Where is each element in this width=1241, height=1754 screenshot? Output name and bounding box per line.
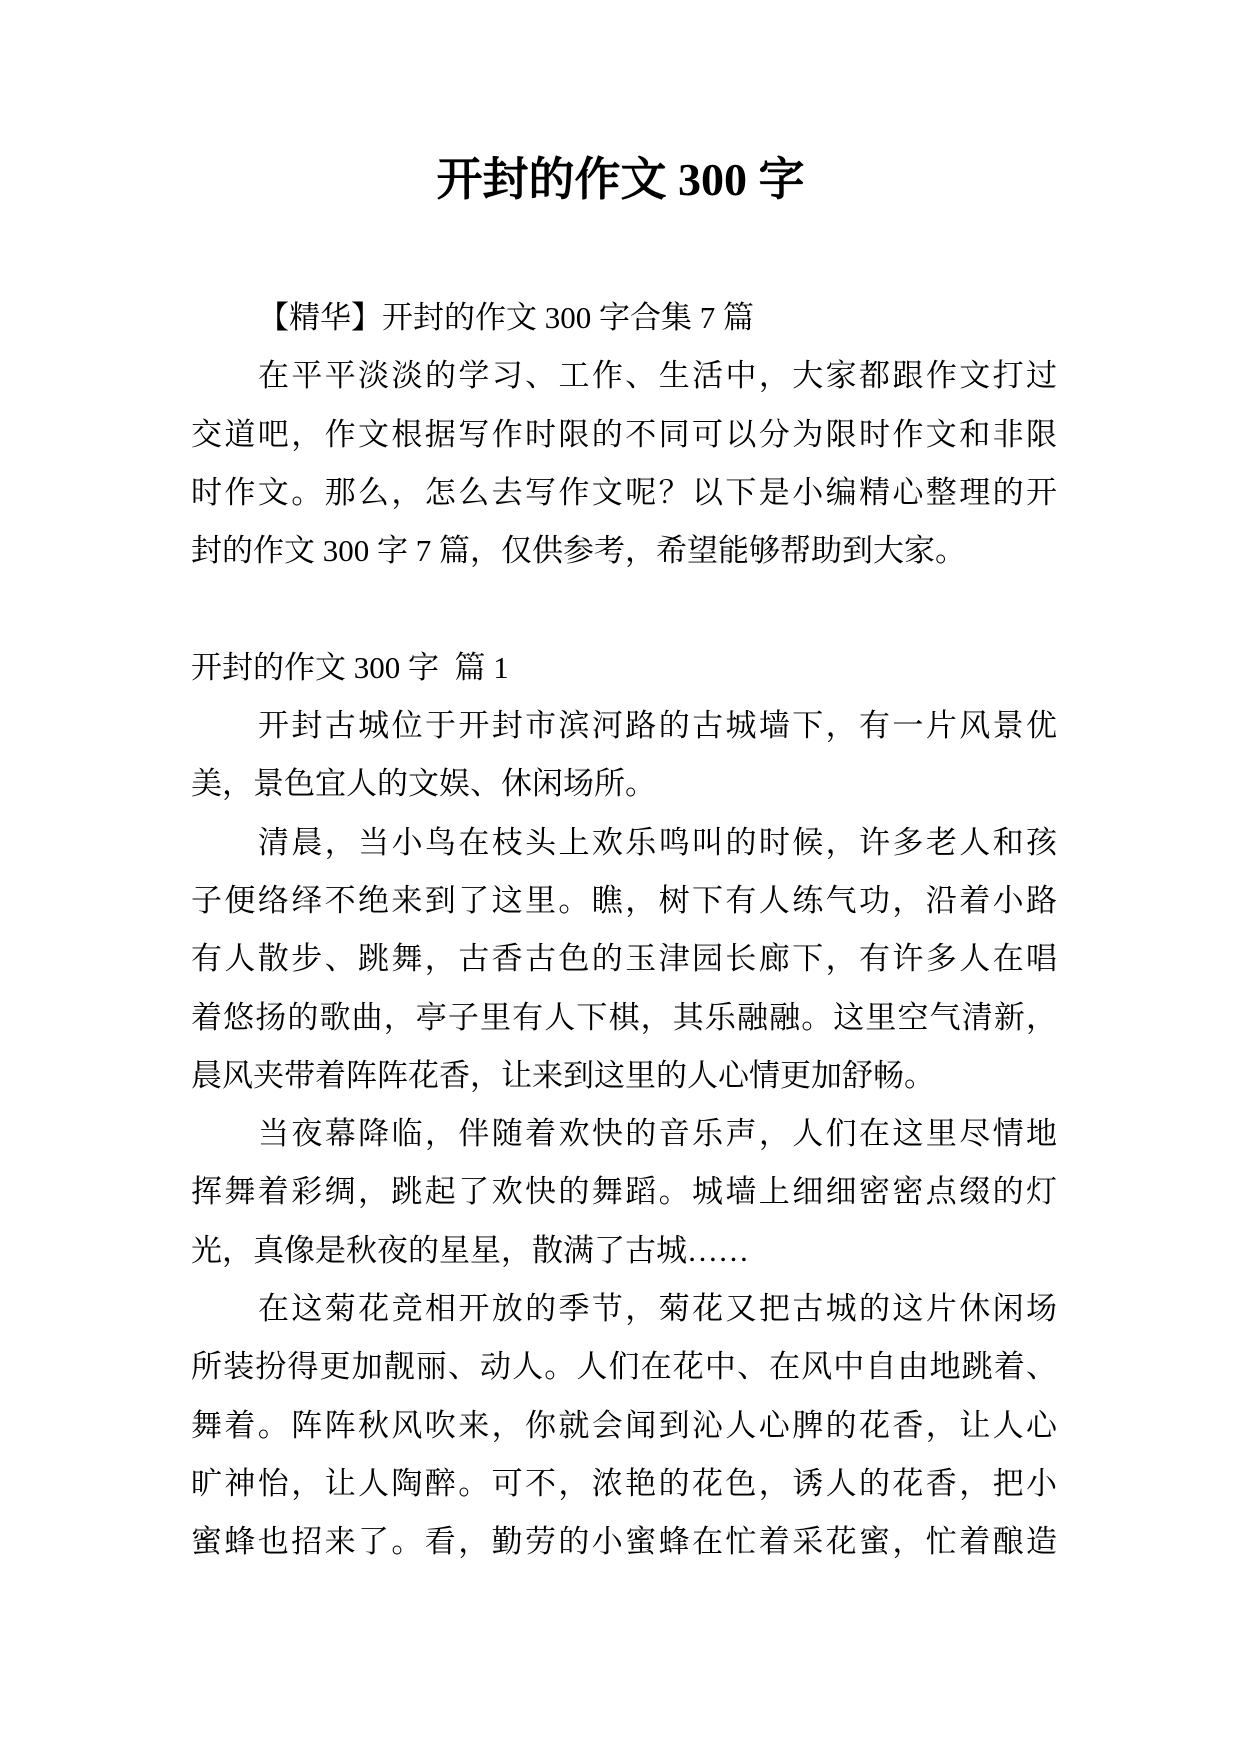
intro-subtitle: 【精华】开封的作文 300 字合集 7 篇 (258, 300, 754, 335)
text-line: 交道吧，作文根据写作时限的不同可以分为限时作文和非限 (191, 416, 1057, 452)
text-line: 时作文。那么，怎么去写作文呢？以下是小编精心整理的开 (191, 474, 1057, 510)
body-paragraph (191, 1105, 1057, 1280)
text-line: 在平平淡淡的学习、工作、生活中，大家都跟作文打过 (258, 358, 1057, 394)
document-body (191, 289, 1057, 1572)
intro-paragraph (191, 347, 1057, 580)
text-line: 光，真像是秋夜的星星，散满了古城…… (191, 1232, 749, 1268)
text-line: 着悠扬的歌曲，亭子里有人下棋，其乐融融。这里空气清新， (191, 999, 1057, 1035)
page-title: 开封的作文 300 字 (436, 154, 805, 205)
text-line: 舞着。阵阵秋风吹来，你就会闻到沁人心脾的花香，让人心 (191, 1407, 1057, 1443)
text-line: 在这菊花竞相开放的季节，菊花又把古城的这片休闲场 (258, 1291, 1057, 1327)
text-line: 旷神怡，让人陶醉。可不，浓艳的花色，诱人的花香，把小 (191, 1465, 1057, 1501)
text-line: 所装扮得更加靓丽、动人。人们在花中、在风中自由地跳着、 (191, 1349, 1057, 1385)
text-line: 清晨，当小鸟在枝头上欢乐鸣叫的时候，许多老人和孩 (258, 824, 1057, 860)
text-line: 有人散步、跳舞，古香古色的玉津园长廊下，有许多人在唱 (191, 941, 1057, 977)
text-line: 开封古城位于开封市滨河路的古城墙下，有一片风景优 (258, 708, 1057, 744)
text-line: 子便络绎不绝来到了这里。瞧，树下有人练气功，沿着小路 (191, 882, 1057, 918)
text-line: 美，景色宜人的文娱、休闲场所。 (191, 766, 656, 802)
body-paragraph (191, 697, 1057, 814)
text-line: 晨风夹带着阵阵花香，让来到这里的人心情更加舒畅。 (191, 1057, 935, 1093)
body-paragraph (191, 1280, 1057, 1571)
text-line: 蜜蜂也招来了。看，勤劳的小蜜蜂在忙着采花蜜，忙着酿造 (191, 1524, 1057, 1560)
blank-line (191, 580, 1057, 638)
text-line: 当夜幕降临，伴随着欢快的音乐声，人们在这里尽情地 (258, 1116, 1057, 1152)
intro-subtitle-paragraph (191, 289, 1057, 347)
body-paragraph (191, 814, 1057, 1105)
text-line: 挥舞着彩绸，跳起了欢快的舞蹈。城墙上细细密密点缀的灯 (191, 1174, 1057, 1210)
section-heading: 开封的作文 300 字 篇 1 (191, 649, 509, 685)
text-line: 封的作文 300 字 7 篇，仅供参考，希望能够帮助到大家。 (191, 533, 966, 569)
